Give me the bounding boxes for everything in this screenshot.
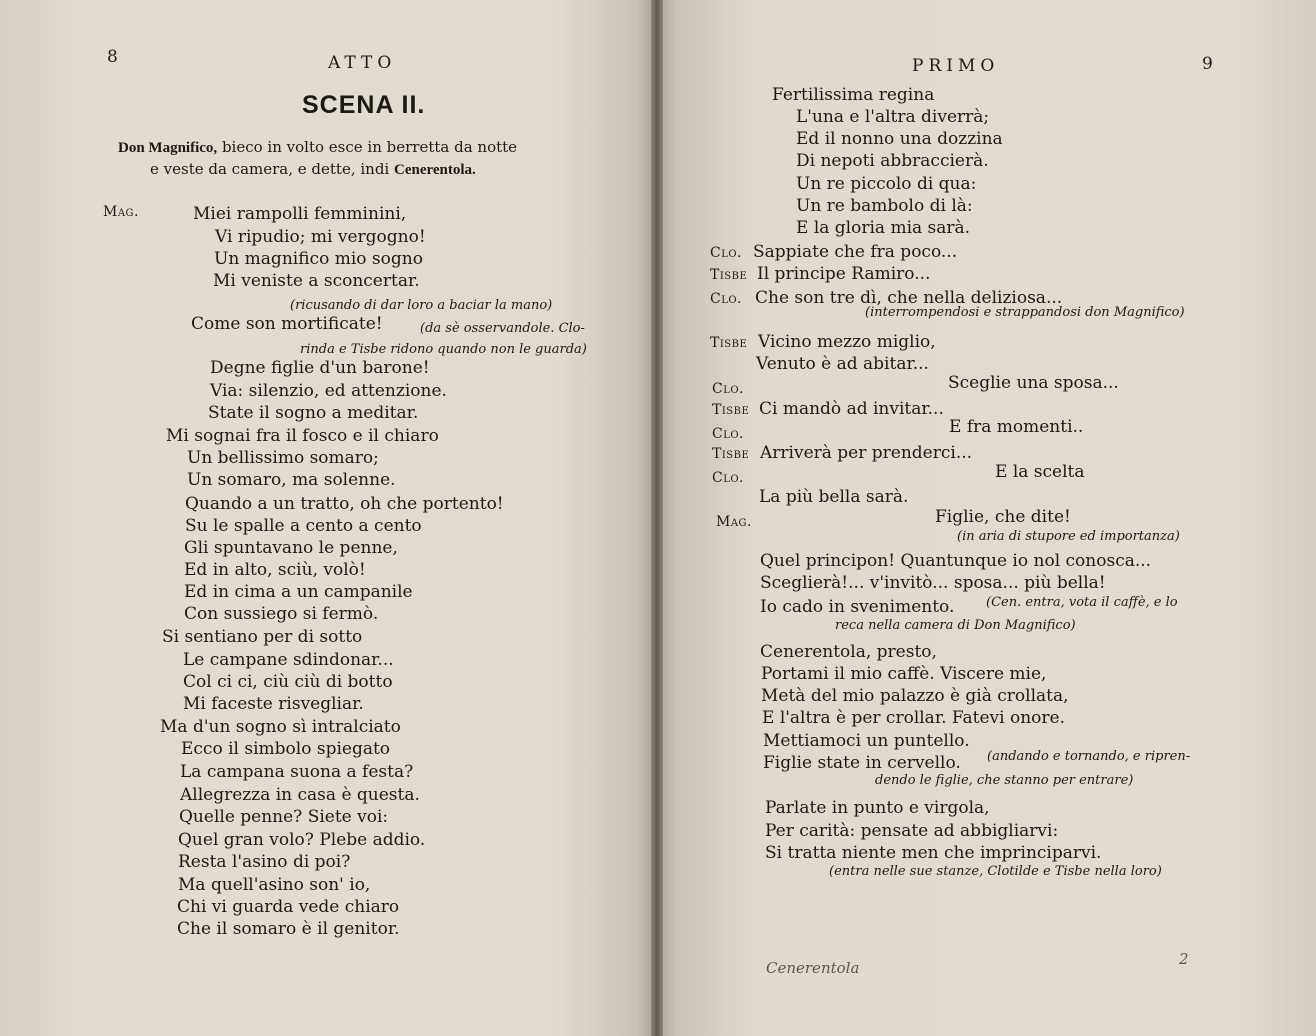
stage-direction: (entra nelle sue stanze, Clotilde e Tisbe nella loro) — [829, 864, 1162, 879]
verse-line: Figlie, che dite! — [935, 507, 1071, 527]
verse-line: Su le spalle a cento a cento — [185, 516, 422, 536]
verse-line: Sceglie una sposa... — [948, 373, 1119, 393]
verse-line: Mi faceste risvegliar. — [183, 694, 364, 714]
stage-direction: dendo le figlie, che stanno per entrare) — [875, 773, 1134, 788]
verse-line: L'una e l'altra diverrà; — [796, 107, 990, 127]
verse-line: Parlate in punto e virgola, — [765, 798, 990, 818]
verse-line: Via: silenzio, ed attenzione. — [210, 381, 447, 401]
speaker-label: Clo. — [712, 426, 745, 442]
verse-line: Miei rampolli femminini, — [193, 204, 407, 224]
verse-line: Che son tre dì, che nella deliziosa... — [755, 288, 1063, 308]
verse-line: Figlie state in cervello. — [763, 753, 961, 773]
verse-line: Le campane sdindonar... — [183, 650, 394, 670]
speaker-label: Clo. — [710, 291, 743, 307]
verse-line: Ed il nonno una dozzina — [796, 129, 1003, 149]
speaker-label: Mag. — [103, 204, 139, 220]
signature-number: 2 — [1179, 950, 1189, 968]
verse-line: Un re bambolo di là: — [796, 196, 973, 216]
verse-line: Portami il mio caffè. Viscere mie, — [761, 664, 1047, 684]
verse-line: Quelle penne? Siete voi: — [179, 807, 389, 827]
running-header-left: ATTO — [328, 53, 397, 73]
verse-line: Ed in cima a un campanile — [184, 582, 413, 602]
verse-line: Quando a un tratto, oh che portento! — [185, 494, 504, 514]
stage-intro-line-2 — [150, 158, 476, 181]
verse-line: Ma d'un sogno sì intralciato — [160, 717, 401, 737]
stage-direction: reca nella camera di Don Magnifico) — [835, 618, 1076, 633]
verse-line: Ma quell'asino son' io, — [178, 875, 371, 895]
verse-line: Col ci ci, ciù ciù di botto — [183, 672, 393, 692]
verse-line: Mettiamoci un puntello. — [763, 731, 970, 751]
verse-line: Ci mandò ad invitar... — [759, 399, 944, 419]
speaker-label: Tisbe — [712, 402, 750, 418]
stage-direction: (interrompendosi e strappandosi don Magnifico) — [865, 305, 1185, 320]
right-page — [657, 0, 1316, 1036]
character-name-magnifico: Don Magnifico, — [118, 140, 218, 156]
verse-line: Un bellissimo somaro; — [187, 448, 379, 468]
book-spine — [651, 0, 663, 1036]
speaker-label: Tisbe — [710, 267, 748, 283]
verse-line: Il principe Ramiro... — [757, 264, 931, 284]
page-number-right: 9 — [1202, 54, 1213, 74]
signature-mark: Cenerentola — [766, 959, 860, 977]
stage-direction: rinda e Tisbe ridono quando non le guarda) — [300, 342, 587, 357]
verse-line: Vi ripudio; mi vergogno! — [215, 227, 426, 247]
verse-line: Venuto è ad abitar... — [756, 354, 929, 374]
verse-line: Di nepoti abbraccierà. — [796, 151, 989, 171]
stage-direction: (in aria di stupore ed importanza) — [957, 529, 1180, 544]
verse-line: Mi veniste a sconcertar. — [213, 271, 420, 291]
verse-line: Un magnifico mio sogno — [214, 249, 423, 269]
verse-line: Io cado in svenimento. — [760, 597, 955, 617]
verse-line: Degne figlie d'un barone! — [210, 358, 430, 378]
verse-line: Cenerentola, presto, — [760, 642, 937, 662]
left-page — [0, 0, 657, 1036]
verse-line: Per carità: pensate ad abbigliarvi: — [765, 821, 1059, 841]
verse-line: Un re piccolo di qua: — [796, 174, 977, 194]
speaker-label: Clo. — [712, 470, 745, 486]
verse-line: E la gloria mia sarà. — [796, 218, 971, 238]
character-name-cenerentola: Cenerentola. — [394, 162, 476, 178]
verse-line: Arriverà per prenderci... — [760, 443, 973, 463]
stage-direction: (ricusando di dar loro a baciar la mano) — [290, 298, 553, 313]
verse-line: Metà del mio palazzo è già crollata, — [761, 686, 1069, 706]
stage-intro-text-1: bieco in volto esce in berretta da notte — [221, 138, 518, 156]
verse-line: Come son mortificate! — [191, 314, 383, 334]
verse-line: Si tratta niente men che imprinciparvi. — [765, 843, 1102, 863]
stage-intro-text-2: e veste da camera, e dette, indi — [150, 160, 390, 178]
page-number-left: 8 — [107, 47, 118, 67]
verse-line: Allegrezza in casa è questa. — [180, 785, 420, 805]
verse-line: La campana suona a festa? — [180, 762, 414, 782]
stage-direction: (Cen. entra, vota il caffè, e lo — [986, 595, 1178, 610]
stage-direction: (da sè osservandole. Clo- — [420, 321, 585, 336]
verse-line: Si sentiano per di sotto — [162, 627, 363, 647]
scene-title: SCENA II. — [302, 91, 426, 119]
verse-line: E la scelta — [995, 462, 1085, 482]
verse-line: Vicino mezzo miglio, — [758, 332, 936, 352]
verse-line: Sceglierà!... v'invitò... sposa... più bella! — [760, 573, 1106, 593]
speaker-label: Clo. — [712, 381, 745, 397]
verse-line: Sappiate che fra poco... — [753, 242, 958, 262]
verse-line: E l'altra è per crollar. Fatevi onore. — [762, 708, 1066, 728]
verse-line: Gli spuntavano le penne, — [184, 538, 398, 558]
stage-intro-line-1 — [118, 136, 517, 159]
verse-line: Chi vi guarda vede chiaro — [177, 897, 400, 917]
verse-line: Fertilissima regina — [772, 85, 935, 105]
speaker-label: Clo. — [710, 245, 743, 261]
running-header-right: PRIMO — [912, 56, 1000, 76]
verse-line: Ed in alto, sciù, volò! — [184, 560, 366, 580]
speaker-label: Tisbe — [710, 335, 748, 351]
verse-line: Resta l'asino di poi? — [178, 852, 351, 872]
stage-direction: (andando e tornando, e ripren- — [987, 749, 1191, 764]
verse-line: Quel principon! Quantunque io nol conosca... — [760, 551, 1152, 571]
verse-line: E fra momenti.. — [949, 417, 1084, 437]
speaker-label: Mag. — [716, 514, 752, 530]
verse-line: Un somaro, ma solenne. — [187, 470, 396, 490]
verse-line: State il sogno a meditar. — [208, 403, 419, 423]
speaker-label: Tisbe — [712, 446, 750, 462]
verse-line: Che il somaro è il genitor. — [177, 919, 400, 939]
verse-line: Mi sognai fra il fosco e il chiaro — [166, 426, 439, 446]
verse-line: La più bella sarà. — [759, 487, 909, 507]
verse-line: Ecco il simbolo spiegato — [181, 739, 391, 759]
verse-line: Quel gran volo? Plebe addio. — [178, 830, 426, 850]
verse-line: Con sussiego si fermò. — [184, 604, 379, 624]
